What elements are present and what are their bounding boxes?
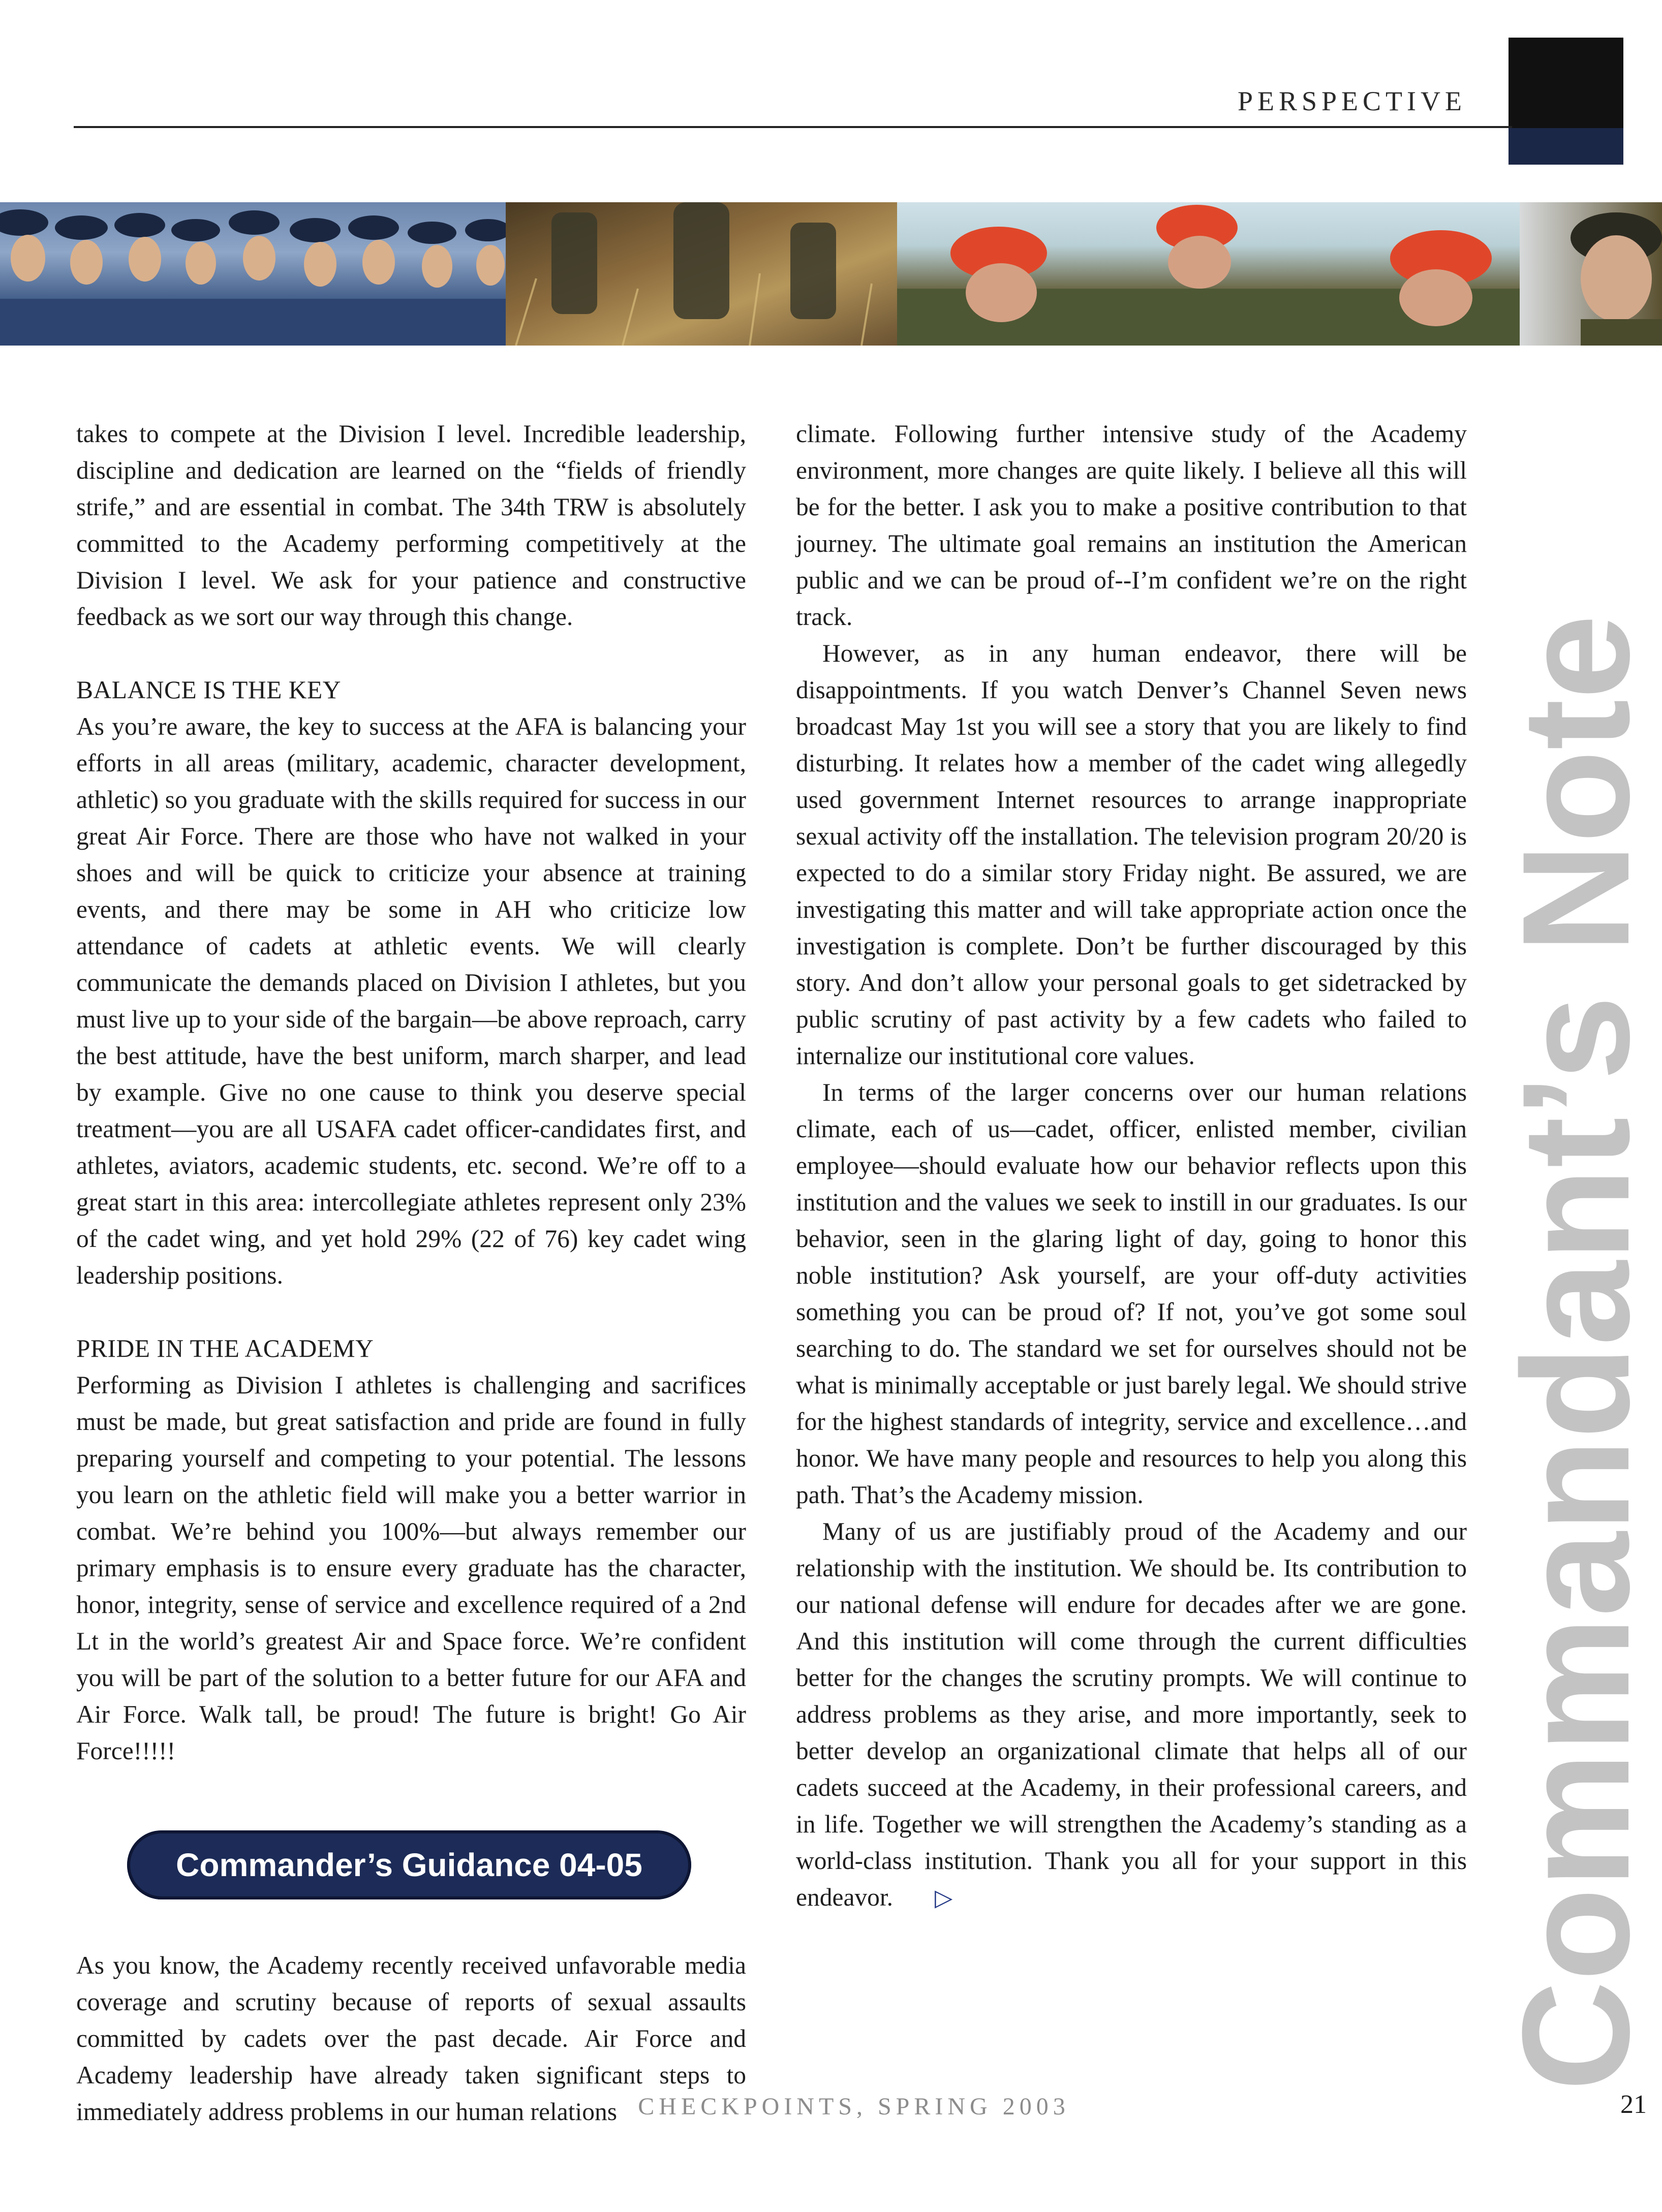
paragraph-climate: climate. Following further intensive study of the Academy environment, more changes are quite likely. I believe all this will be for the better. I ask you to make a positive contribution to that journey. The ultimate goal remains an institution the American public and we can be proud of--I’m confident we’re on the right track. <box>796 420 1467 631</box>
paragraph-disappointments: However, as in any human endeavor, there will be disappointments. If you watch Denver’s Channel Seven news broadcast May 1st you will see a story that you are likely to find disturbing. It relates how a member of the cadet wing allegedly used government Internet resources to arrange inappropriate sexual activity off the installation. The television program 20/20 is expected to do a similar story Friday night. Be assured, we are investigating this matter and will take appropriate action once the investigation is complete. Don’t be further discouraged by this story. And don’t allow your personal goals to get sidetracked by public scrutiny of past activity by a few cadets who failed to internalize our institutional core values. <box>796 639 1467 1070</box>
photo-cadets-orange-caps <box>897 202 1520 346</box>
left-text-column <box>76 416 746 2130</box>
balance-heading: BALANCE IS THE KEY <box>76 676 341 704</box>
photo-cadets-in-formation <box>0 202 506 346</box>
corner-color-block <box>1509 38 1623 165</box>
pride-heading: PRIDE IN THE ACADEMY <box>76 1334 374 1362</box>
balance-paragraph: As you’re aware, the key to success at the AFA is balancing your efforts in all areas (military, academic, character development, athletic) so you graduate with the skills required for success in our great Air Force. There are those who have not walked in your shoes and will be quick to criticize your absence at training events, and there may be some in AH who criticize low attendance of cadets at athletic events. We will clearly communicate the demands placed on Division I athletes, but you must live up to your side of the bargain—be above reproach, carry the best attitude, have the best uniform, march sharper, and lead by example. Give no one cause to think you deserve special treatment—you are all USAFA cadet officer-candidates first, and athletes, aviators, academic students, etc. second. We’re off to a great start in this area: intercollegiate athletes represent only 23% of the cadet wing, and yet hold 29% (22 of 76) key cadet wing leadership positions. <box>76 712 746 1289</box>
end-of-article-icon: ▷ <box>935 1885 953 1911</box>
publication-footer: CHECKPOINTS, SPRING 2003 <box>638 2093 1070 2120</box>
photo-strip <box>0 202 1662 346</box>
pride-paragraph: Performing as Division I athletes is challenging and sacrifices must be made, but great satisfaction and pride are found in fully preparing yourself and competing to your potential. The lessons you learn on the athletic field will make you a better warrior in combat. We’re behind you 100%—but always remember our primary emphasis is to ensure every graduate has the character, honor, integrity, sense of service and excellence required of a 2nd Lt in the world’s greatest Air and Space force. We’re confident you will be part of the solution to a better future for our AFA and Air Force. Walk tall, be proud! The future is bright! Go Air Force!!!!! <box>76 1371 746 1765</box>
cadets-silhouettes <box>0 202 506 346</box>
boots-shapes <box>506 202 897 346</box>
intro-paragraph: takes to compete at the Division I level. Incredible leadership, discipline and dedication are learned on the “fields of friendly strife,” and are essential in combat. The 34th TRW is absolutely committed to the Academy performing competitively at the Division I level. We ask for your patience and constructive feedback as we sort our way through this change. <box>76 420 746 631</box>
photo-boots-in-grass <box>506 202 897 346</box>
page-number: 21 <box>1620 2090 1647 2119</box>
field-shapes <box>897 202 1520 346</box>
paragraph-human-relations: In terms of the larger concerns over our human relations climate, each of us—cadet, officer, enlisted member, civilian employee—should evaluate how our behavior reflects upon this institution and the values we seek to instill in our graduates. Is our behavior, seen in the glaring light of day, going to honor this noble institution? Ask yourself, are your off-duty activities something you can be proud of? If not, you’ve got some soul searching to do. The standard we set for ourselves should not be what is minimally acceptable or just barely legal. We should strive for the highest standards of integrity, service and excellence…and honor. We have many people and resources to help you along this path. That’s the Academy mission. <box>796 1078 1467 1509</box>
closing-text: Many of us are justifiably proud of the Academy and our relationship with the institution. We should be. Its contribution to our national defense will endure for decades after we are gone. And this institution will come through the current difficulties better for the changes the scrutiny prompts. We will continue to address problems as they arise, and more importantly, seek to better develop an organizational climate that helps all of our cadets succeed at the Academy, in their professional careers, and in life. Together we will strengthen the Academy’s standing as a world-class institution. Thank you all for your support in this endeavor. <box>796 1517 1467 1911</box>
portrait-shapes <box>1520 202 1662 346</box>
commandants-note-title: Commandant’s Note <box>1490 614 1661 2091</box>
commanders-guidance-banner: Commander’s Guidance 04-05 <box>127 1830 691 1899</box>
paragraph-pride <box>796 1513 1467 1916</box>
header-rule <box>74 126 1512 128</box>
guidance-banner-area <box>76 1769 746 1947</box>
photo-officer-portrait <box>1520 202 1662 346</box>
section-label: PERSPECTIVE <box>1237 86 1466 116</box>
right-text-column <box>796 416 1467 1916</box>
guidance-paragraph: As you know, the Academy recently received unfavorable media coverage and scrutiny because of reports of sexual assaults committed by cadets over the past decade. Air Force and Academy leadership have already taken significant steps to immediately address problems in our human relations <box>76 1951 746 2126</box>
corner-block-stripe <box>1509 128 1623 165</box>
